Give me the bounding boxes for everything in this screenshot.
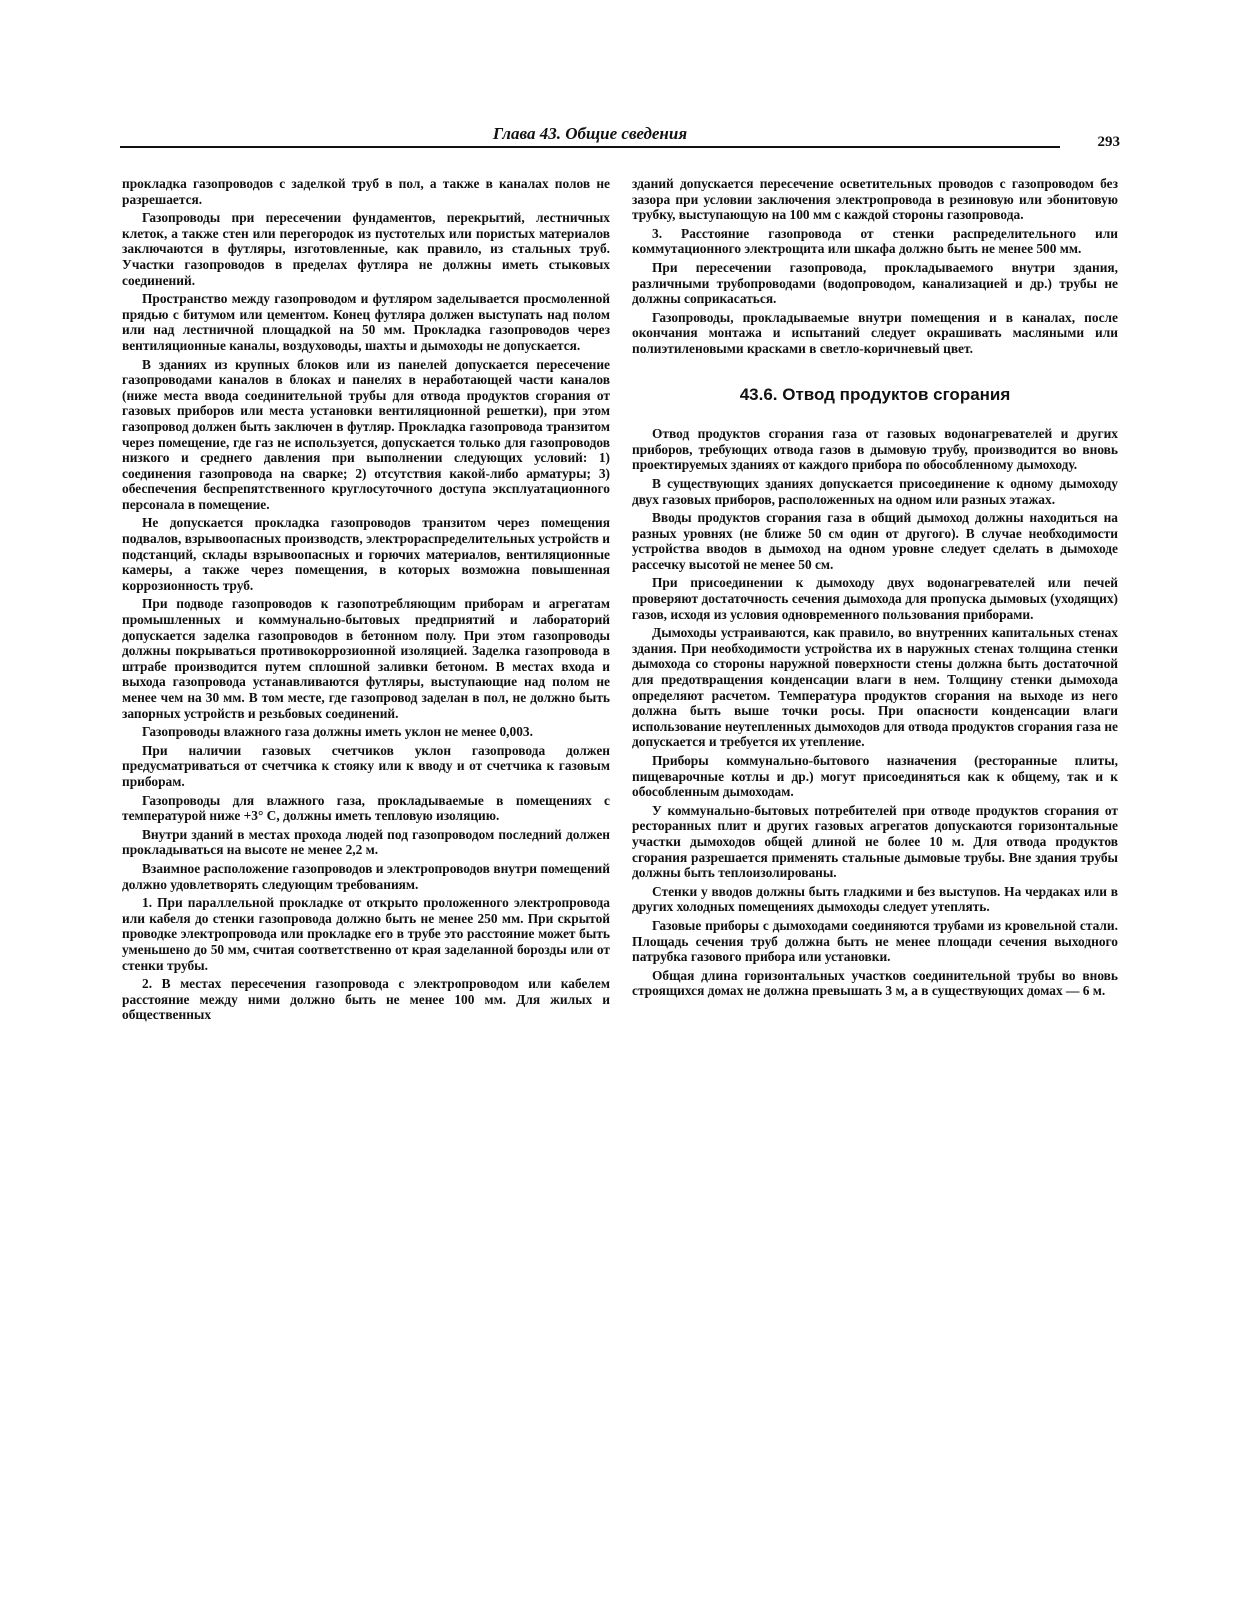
paragraph: В существующих зданиях допускается присоединение к одному дымоходу двух газовых приборов, расположенных на одном или разных этажах.	[632, 475, 1118, 507]
page-number: 293	[1097, 134, 1120, 150]
chapter-title: Глава 43. Общие сведения	[492, 124, 688, 143]
paragraph: В зданиях из крупных блоков или из панелей допускается пересечение газопроводами каналов в блоках и панелях в неработающей части каналов (ниже места ввода соединительной трубы для отвода продуктов сгорания от газовых приборов или места установки вентиляционной решетки), при этом газопровод должен быть заключен в футляр. Прокладка газопровода транзитом через помещение, где газ не используется, допускается только для газопроводов низкого и среднего давления при выполнении следующих условий: 1) соединения газопровода на сварке; 2) отсутствия какой-либо арматуры; 3) обеспечения беспрепятственного круглосуточного доступа эксплуатационного персонала в помещение.	[122, 356, 610, 512]
paragraph: Газопроводы, прокладываемые внутри помещения и в каналах, после окончания монтажа и испытаний следует окрашивать масляными или полиэтиленовыми красками в светло-коричневый цвет.	[632, 309, 1118, 356]
paragraph: зданий допускается пересечение осветительных проводов с газопроводом без зазора при условии заключения электропровода в резиновую или эбонитовую трубку, выступающую на 100 мм с каждой стороны газопровода.	[632, 176, 1118, 223]
paragraph: 3. Расстояние газопровода от стенки распределительного или коммутационного электрощита или шкафа должно быть не менее 500 мм.	[632, 225, 1118, 257]
left-column	[122, 176, 610, 1026]
running-head	[120, 118, 1120, 152]
paragraph: Стенки у вводов должны быть гладкими и без выступов. На чердаках или в других холодных помещениях дымоходы следует утеплять.	[632, 883, 1118, 915]
section-heading: 43.6. Отвод продуктов сгорания	[739, 384, 1011, 404]
right-column	[632, 176, 1118, 1002]
paragraph: Отвод продуктов сгорания газа от газовых водонагревателей и других приборов, требующих отвода газов в дымовую трубу, производится во вновь проектируемых зданиях от каждого прибора по обособленному дымоходу.	[632, 426, 1118, 473]
paragraph: При подводе газопроводов к газопотребляющим приборам и агрегатам промышленных и коммунально-бытовых предприятий и лабораторий допускается заделка газопроводов в бетонном полу. При этом газопроводы должны покрываться противокоррозионной изоляцией. Заделка газопровода в штрабе производится путем сплошной заливки бетоном. В местах входа и выхода газопровода устанавливаются футляры, выступающие над полом не менее чем на 30 мм. В том месте, где газопровод заделан в пол, не должно быть запорных устройств и резьбовых соединений.	[122, 596, 610, 721]
paragraph: 2. В местах пересечения газопровода с электропроводом или кабелем расстояние между ними должно быть не менее 100 мм. Для жилых и общественных	[122, 976, 610, 1023]
paragraph: Газопроводы влажного газа должны иметь уклон не менее 0,003.	[142, 724, 533, 740]
paragraph: Дымоходы устраиваются, как правило, во внутренних капитальных стенах здания. При необходимости устройства их в наружных стенах толщина стенки дымохода со стороны наружной поверхности стены должна быть достаточной для предотвращения конденсации влаги в нем. Толщину стенки дымохода определяют расчетом. Температура продуктов сгорания на выходе из него должна быть выше точки росы. При опасности конденсации влаги использование неутепленных дымоходов для отвода продуктов сгорания газа не допускается и требуется их утепление.	[632, 625, 1118, 750]
paragraph: Не допускается прокладка газопроводов транзитом через помещения подвалов, взрывоопасных производств, электрораспределительных устройств и подстанций, склады взрывоопасных и горючих материалов, вентиляционные камеры, а также через помещения, в которых возможна повышенная коррозионность труб.	[122, 515, 610, 593]
paragraph: Взаимное расположение газопроводов и электропроводов внутри помещений должно удовлетворять следующим требованиям.	[122, 860, 610, 892]
paragraph: При присоединении к дымоходу двух водонагревателей или печей проверяют достаточность сечения дымохода для пропуска дымовых (уходящих) газов, исходя из условия одновременного пользования приборами.	[632, 575, 1118, 622]
paragraph: Общая длина горизонтальных участков соединительной трубы во вновь строящихся домах не должна превышать 3 м, а в существующих домах — 6 м.	[632, 967, 1118, 999]
paragraph: Газопроводы для влажного газа, прокладываемые в помещениях с температурой ниже +3° С, должны иметь тепловую изоляцию.	[122, 792, 610, 824]
header-rule	[120, 146, 1060, 148]
paragraph: Приборы коммунально-бытового назначения (ресторанные плиты, пищеварочные котлы и др.) могут присоединяться как к общему, так и к обособленным дымоходам.	[632, 753, 1118, 800]
paragraph: У коммунально-бытовых потребителей при отводе продуктов сгорания от ресторанных плит и других газовых агрегатов допускаются горизонтальные участки дымоходов общей длиной не более 10 м. Для отвода продуктов сгорания разрешается применять стальные дымовые трубы. Вне здания трубы должны быть теплоизолированы.	[632, 802, 1118, 881]
paragraph: Вводы продуктов сгорания газа в общий дымоход должны находиться на разных уровнях (не ближе 50 см один от другого). В случае необходимости устройства вводов в дымоход на одном уровне следует сделать в дымоходе рассечку высотой не менее 50 см.	[632, 510, 1118, 572]
paragraph: При наличии газовых счетчиков уклон газопровода должен предусматриваться от счетчика к стояку или к вводу и от счетчика к газовым приборам.	[122, 742, 610, 789]
paragraph: Газовые приборы с дымоходами соединяются трубами из кровельной стали. Площадь сечения труб должна быть не менее площади сечения выходного патрубка газового прибора или установки.	[632, 917, 1118, 965]
paragraph: Газопроводы при пересечении фундаментов, перекрытий, лестничных клеток, а также стен или перегородок из пустотелых или пористых материалов заключаются в футляры, изготовленные, как правило, из стальных труб. Участки газопроводов в пределах футляра не должны иметь стыковых соединений.	[122, 210, 610, 288]
paragraph: 1. При параллельной прокладке от открыто проложенного электропровода или кабеля до стенки газопровода должно быть не менее 250 мм. При скрытой проводке электропровода или прокладке его в трубе это расстояние может быть уменьшено до 50 мм, считая соответственно от края заделанной борозды или от стенки трубы.	[122, 895, 610, 973]
paragraph: прокладка газопроводов с заделкой труб в пол, а также в каналах полов не разрешается.	[122, 176, 610, 207]
paragraph: Пространство между газопроводом и футляром заделывается просмоленной прядью с битумом или цементом. Конец футляра должен выступать над полом или над лестничной площадкой на 50 мм. Прокладка газопроводов через вентиляционные каналы, воздуховоды, шахты и дымоходы не допускается.	[122, 291, 610, 353]
paragraph: При пересечении газопровода, прокладываемого внутри здания, различными трубопроводами (водопроводом, канализацией и др.) трубы не должны соприкасаться.	[632, 259, 1118, 307]
paragraph: Внутри зданий в местах прохода людей под газопроводом последний должен прокладываться на высоте не менее 2,2 м.	[122, 826, 610, 858]
